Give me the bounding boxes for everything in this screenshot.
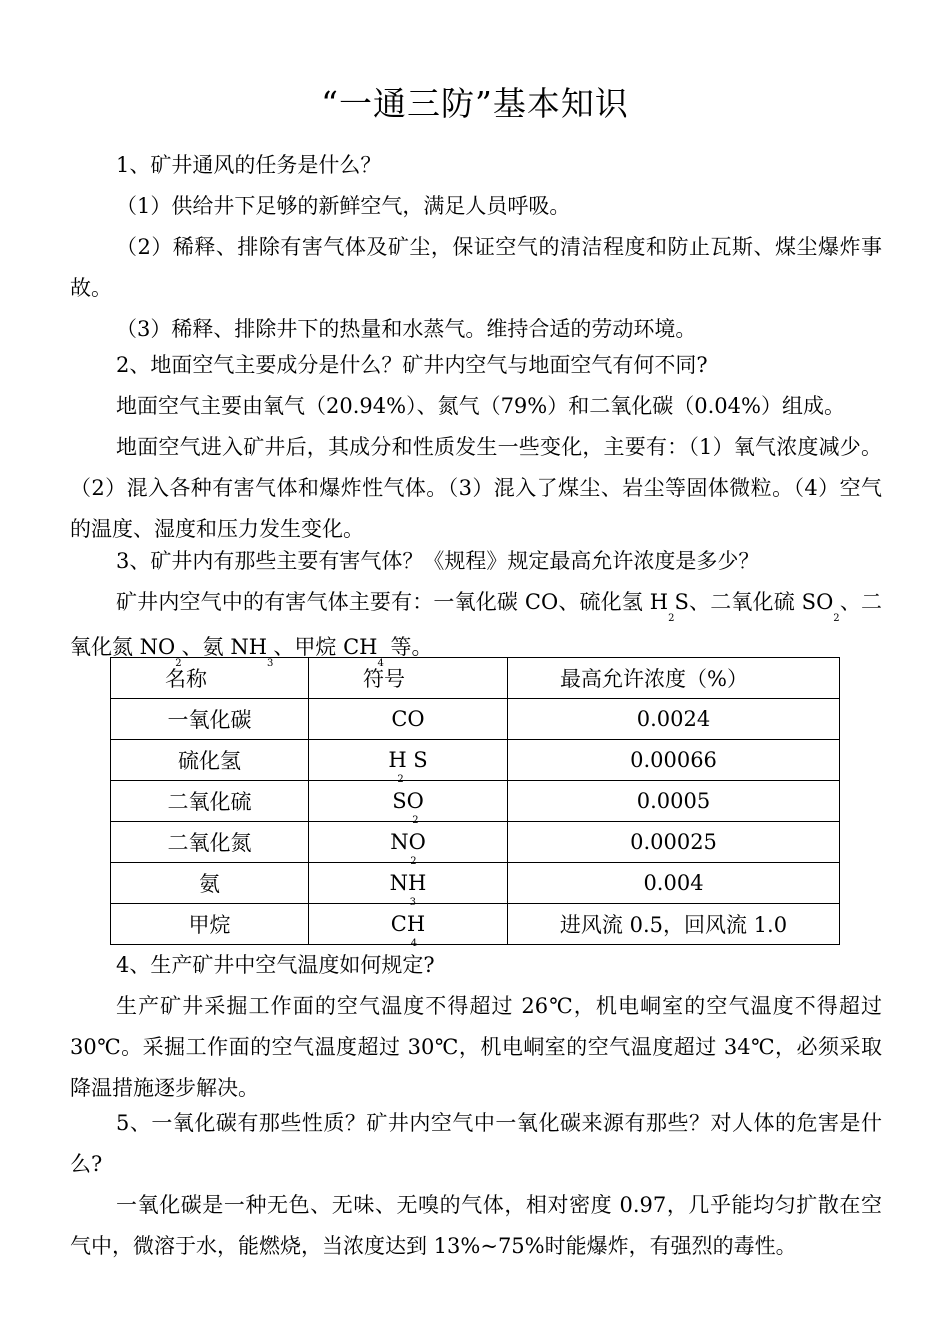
gas-limit: 0.00066 (508, 740, 840, 781)
answer-2-2: 地面空气进入矿井后，其成分和性质发生一些变化，主要有：（1）氧气浓度减少。（2）混入各种有害气体和爆炸性气体。（3）混入了煤尘、岩尘等固体微粒。（4）空气的温度、湿度和压力发生变化。 (70, 435, 882, 541)
gas-name: 甲烷 (111, 904, 309, 945)
question-2: 2、地面空气主要成分是什么？矿井内空气与地面空气有何不同? (116, 353, 708, 377)
table-row (111, 904, 840, 945)
table-row (111, 699, 840, 740)
answer-1-3: （3）稀释、排除井下的热量和水蒸气。维持合适的劳动环境。 (116, 317, 697, 341)
gas-symbol: CH 4 (309, 904, 508, 945)
gas-limit: 0.0005 (508, 781, 840, 822)
question-5: 5、一氧化碳有那些性质？矿井内空气中一氧化碳来源有那些？对人体的危害是什么? (70, 1111, 882, 1176)
gas-name: 一氧化碳 (111, 699, 309, 740)
document-title: “一通三防”基本知识 (321, 84, 629, 123)
gas-name: 硫化氢 (111, 740, 309, 781)
answer-1-2: （2）稀释、排除有害气体及矿尘，保证空气的清洁程度和防止瓦斯、煤尘爆炸事故。 (70, 235, 882, 300)
gas-name: 二氧化氮 (111, 822, 309, 863)
gas-name: 二氧化硫 (111, 781, 309, 822)
question-3: 3、矿井内有那些主要有害气体？《规程》规定最高允许浓度是多少？ (116, 549, 760, 573)
header-symbol: 符号 (309, 658, 508, 699)
gas-limit: 0.0024 (508, 699, 840, 740)
gas-limit: 进风流 0.5，回风流 1.0 (508, 904, 840, 945)
gas-symbol: H S 2 (309, 740, 508, 781)
table-row (111, 781, 840, 822)
gas-limit: 0.00025 (508, 822, 840, 863)
gas-symbol: NH 3 (309, 863, 508, 904)
question-1: 1、矿井通风的任务是什么？ (116, 153, 382, 177)
table-row (111, 863, 840, 904)
gas-symbol: SO 2 (309, 781, 508, 822)
answer-1-1: （1）供给井下足够的新鲜空气，满足人员呼吸。 (116, 194, 571, 218)
header-max-concentration: 最高允许浓度（%） (508, 658, 840, 699)
answer-3-intro: 矿井内空气中的有害气体主要有：一氧化碳 CO、硫化氢 $H_2S$、二氧化硫 $SO_2$、二氧化氮 $NO_2$、氨 $NH_3$、甲烷 $CH_4$ 等。 (70, 590, 882, 669)
table-row (111, 822, 840, 863)
gas-symbol: CO (309, 699, 508, 740)
gas-symbol: NO 2 (309, 822, 508, 863)
table-row (111, 740, 840, 781)
table-header-row (111, 658, 840, 699)
answer-4: 生产矿井采掘工作面的空气温度不得超过 26℃，机电峒室的空气温度不得超过 30℃。采掘工作面的空气温度超过 30℃，机电峒室的空气温度超过 34℃，必须采取降温措施逐步解决。 (70, 994, 882, 1100)
header-name: 名称 (111, 658, 309, 699)
answer-2-1: 地面空气主要由氧气（20.94%）、氮气（79%）和二氧化碳（0.04%）组成。 (116, 394, 845, 418)
question-4: 4、生产矿井中空气温度如何规定? (116, 953, 435, 977)
answer-5: 一氧化碳是一种无色、无味、无嗅的气体，相对密度 0.97，几乎能均匀扩散在空气中，微溶于水，能燃烧，当浓度达到 13%~75%时能爆炸，有强烈的毒性。 (70, 1193, 882, 1258)
gas-limit: 0.004 (508, 863, 840, 904)
gas-name: 氨 (111, 863, 309, 904)
gas-limits-table (110, 657, 840, 949)
